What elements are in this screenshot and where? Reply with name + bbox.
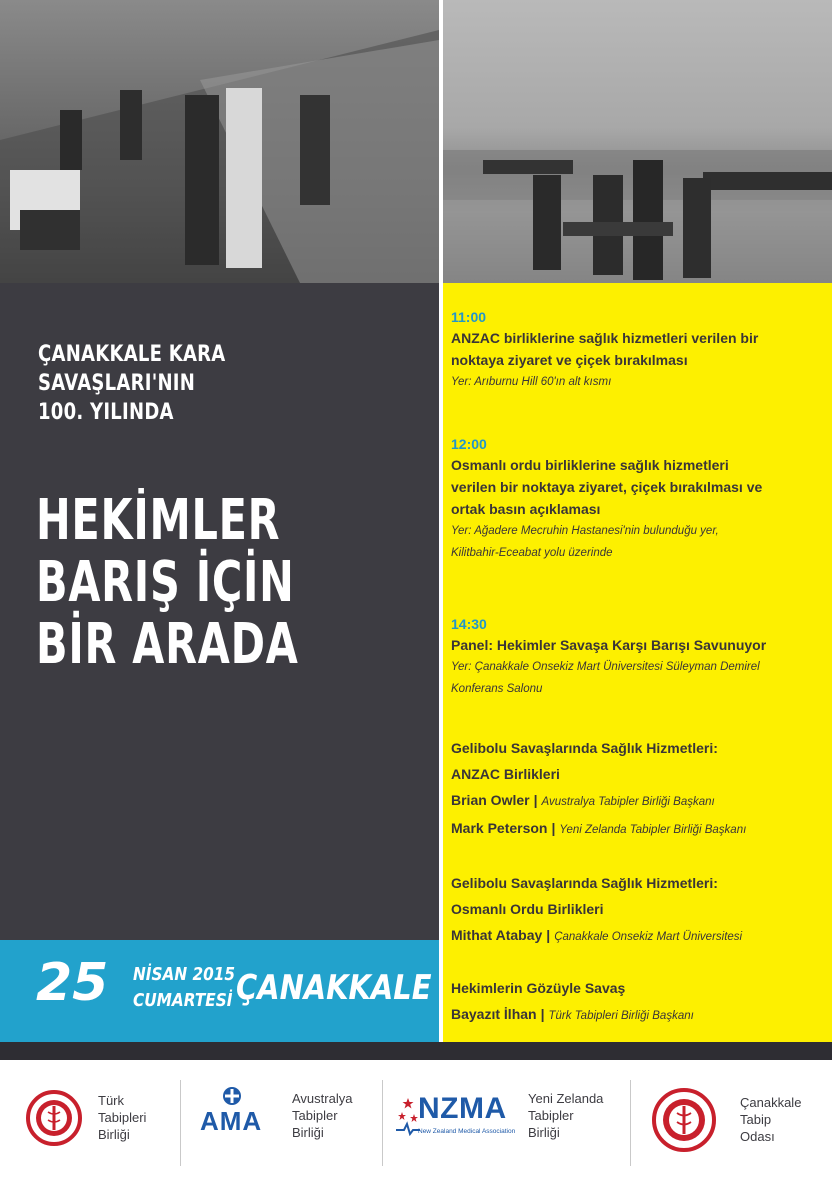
footer-separator	[630, 1080, 631, 1166]
ama-logo-text: AMA	[200, 1106, 263, 1136]
schedule-title-line: ortak basın açıklaması	[451, 501, 601, 517]
speaker-row	[451, 815, 821, 843]
speaker-name: Brian Owler	[451, 792, 530, 808]
schedule-time: 11:00	[451, 309, 487, 325]
footer-separator	[382, 1080, 383, 1166]
session-3	[451, 975, 821, 1029]
org-label-line: Odası	[740, 1129, 775, 1144]
footer-separator	[180, 1080, 181, 1166]
speaker-name: Mark Peterson	[451, 820, 548, 836]
date-month-year: NİSAN 2015	[133, 964, 236, 985]
session-title-line: Osmanlı Ordu Birlikleri	[451, 901, 604, 917]
schedule-item-1	[451, 307, 821, 393]
schedule-title-line: Panel: Hekimler Savaşa Karşı Barışı Savunuyor	[451, 637, 767, 653]
org-label-ama	[292, 1090, 352, 1141]
speaker-row	[451, 1001, 821, 1029]
speaker-row	[451, 922, 821, 950]
session-1	[451, 735, 821, 843]
speaker-separator: |	[533, 792, 538, 808]
schedule-item-3	[451, 614, 821, 700]
ttb-emblem-icon	[26, 1090, 82, 1146]
schedule-title-line: verilen bir noktaya ziyaret, çiçek bırakılması ve	[451, 479, 763, 495]
speaker-role: Yeni Zelanda Tabipler Birliği Başkanı	[559, 824, 747, 836]
org-label-line: Birliği	[292, 1125, 324, 1140]
speaker-name: Bayazıt İlhan	[451, 1006, 537, 1022]
nzma-logo-subtext: New Zealand Medical Association	[418, 1128, 516, 1135]
nzma-logo-icon	[396, 1092, 524, 1152]
speaker-separator: |	[546, 927, 551, 943]
org-label-line: Çanakkale	[740, 1095, 802, 1110]
ama-logo-icon	[200, 1086, 284, 1156]
event-title	[36, 490, 299, 676]
schedule-location: Konferans Salonu	[451, 683, 543, 695]
speaker-role: Çanakkale Onsekiz Mart Üniversitesi	[554, 931, 743, 943]
org-label-line: Birliği	[528, 1125, 560, 1140]
session-title-line: Gelibolu Savaşlarında Sağlık Hizmetleri:	[451, 875, 718, 891]
title-line-1: HEKİMLER	[36, 488, 281, 553]
speaker-row	[451, 787, 821, 815]
schedule-time: 14:30	[451, 616, 487, 632]
org-label-ttb	[98, 1092, 146, 1143]
speaker-role: Türk Tabipleri Birliği Başkanı	[548, 1010, 694, 1022]
schedule-title-line: ANZAC birliklerine sağlık hizmetleri verilen bir	[451, 330, 759, 346]
speaker-separator: |	[540, 1006, 545, 1022]
org-label-line: Tabipleri	[98, 1110, 147, 1125]
schedule-title-line: Osmanlı ordu birliklerine sağlık hizmetleri	[451, 457, 729, 473]
org-label-line: Birliği	[98, 1127, 130, 1142]
org-label-nzma	[528, 1090, 603, 1141]
date-city: ÇANAKKALE	[236, 968, 432, 1008]
subtitle-line-2: 100. YILINDA	[38, 400, 174, 425]
speaker-name: Mithat Atabay	[451, 927, 543, 943]
date-day: 25	[36, 953, 109, 1013]
speaker-role: Avustralya Tabipler Birliği Başkanı	[541, 796, 715, 808]
session-title-line: ANZAC Birlikleri	[451, 766, 560, 782]
title-line-2: BARIŞ İÇİN	[36, 550, 295, 615]
title-line-3: BİR ARADA	[36, 612, 299, 677]
historical-photo-beach	[443, 0, 832, 283]
schedule-location: Kilitbahir-Eceabat yolu üzerinde	[451, 547, 613, 559]
org-label-line: Tabip	[740, 1112, 772, 1127]
footer-divider-strip	[0, 1042, 832, 1060]
session-title-line: Hekimlerin Gözüyle Savaş	[451, 980, 626, 996]
session-2	[451, 870, 821, 950]
org-label-line: Yeni Zelanda	[528, 1091, 604, 1106]
schedule-location: Yer: Arıburnu Hill 60'ın alt kısmı	[451, 376, 612, 388]
historical-photo-soldiers	[0, 0, 439, 283]
org-label-line: Tabipler	[528, 1108, 574, 1123]
date-weekday: CUMARTESİ	[133, 990, 233, 1011]
org-label-line: Türk	[98, 1093, 124, 1108]
nzma-logo-text: NZMA	[418, 1092, 507, 1125]
org-label-line: Avustralya	[292, 1091, 353, 1106]
subtitle-line-1: ÇANAKKALE KARA SAVAŞLARI'NIN	[38, 342, 226, 396]
schedule-location: Yer: Çanakkale Onsekiz Mart Üniversitesi Süleyman Demirel	[451, 661, 760, 673]
org-label-line: Tabipler	[292, 1108, 338, 1123]
speaker-separator: |	[551, 820, 556, 836]
schedule-time: 12:00	[451, 436, 487, 452]
event-subtitle	[38, 340, 366, 427]
org-label-cto	[740, 1094, 801, 1145]
schedule-title-line: noktaya ziyaret ve çiçek bırakılması	[451, 352, 688, 368]
schedule-item-2	[451, 434, 821, 564]
cto-emblem-icon	[652, 1088, 716, 1152]
session-title-line: Gelibolu Savaşlarında Sağlık Hizmetleri:	[451, 740, 718, 756]
schedule-location: Yer: Ağadere Mecruhin Hastanesi'nin bulunduğu yer,	[451, 525, 719, 537]
